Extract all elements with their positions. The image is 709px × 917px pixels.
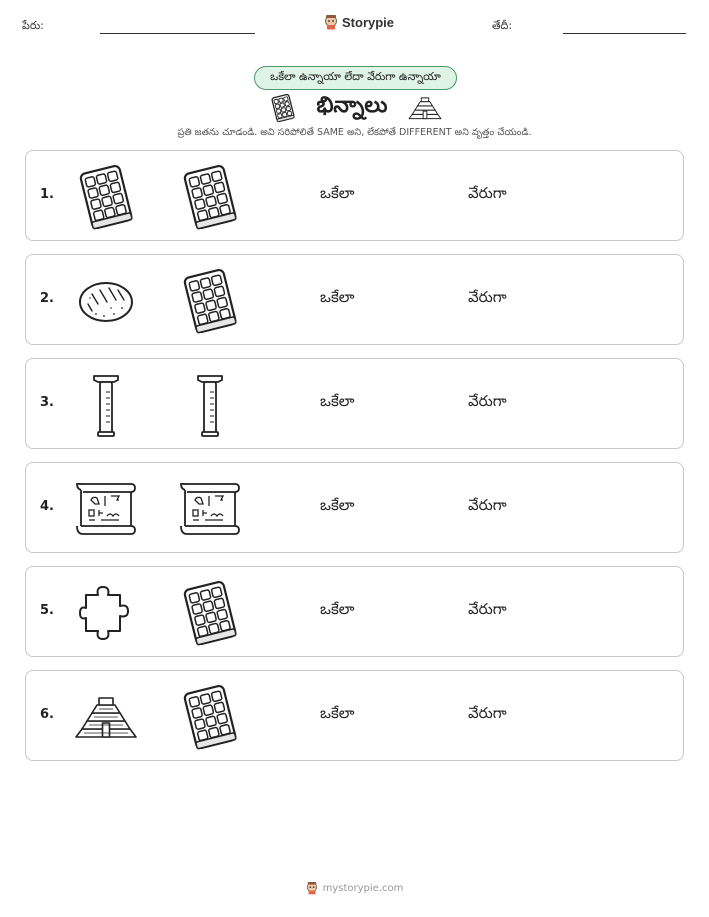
waffle-icon bbox=[178, 685, 242, 749]
question-number: 1. bbox=[40, 187, 54, 202]
waffle-icon bbox=[178, 269, 242, 333]
same-option[interactable]: ఒకేలా bbox=[320, 496, 355, 514]
question-number: 6. bbox=[40, 707, 54, 722]
footer-url: mystorypie.com bbox=[322, 882, 404, 894]
waffle-icon bbox=[270, 93, 296, 123]
same-option[interactable]: ఒకేలా bbox=[320, 704, 355, 722]
bread-icon bbox=[74, 269, 138, 333]
brand-name: Storypie bbox=[342, 14, 395, 30]
instructions: ప్రతి జతను చూడండి. అవి సరిపోలితే SAME అని, లేకపోతే DIFFERENT అని వృత్తం చేయండి. bbox=[177, 127, 532, 138]
same-option[interactable]: ఒకేలా bbox=[320, 392, 355, 410]
subtitle-banner: ఒకేలా ఉన్నాయా లేదా వేరుగా ఉన్నాయా bbox=[254, 66, 457, 90]
date-label: తేదీ: bbox=[492, 19, 513, 32]
same-option[interactable]: ఒకేలా bbox=[320, 600, 355, 618]
question-card bbox=[25, 254, 684, 345]
waffle-icon bbox=[74, 165, 138, 229]
waffle-icon bbox=[178, 581, 242, 645]
question-card bbox=[25, 670, 684, 761]
different-option[interactable]: వేరుగా bbox=[468, 392, 507, 410]
question-number: 2. bbox=[40, 291, 54, 306]
question-card bbox=[25, 358, 684, 449]
papyrus-scroll-icon bbox=[74, 477, 138, 541]
storypie-mascot-icon bbox=[324, 14, 338, 30]
footer bbox=[0, 881, 709, 895]
date-line[interactable] bbox=[563, 33, 686, 34]
different-option[interactable]: వేరుగా bbox=[468, 600, 507, 618]
papyrus-scroll-icon bbox=[178, 477, 242, 541]
different-option[interactable]: వేరుగా bbox=[468, 288, 507, 306]
column-icon bbox=[178, 373, 242, 437]
name-label: పేరు: bbox=[22, 19, 44, 32]
name-line[interactable] bbox=[100, 33, 255, 34]
different-option[interactable]: వేరుగా bbox=[468, 496, 507, 514]
question-card bbox=[25, 566, 684, 657]
question-card bbox=[25, 462, 684, 553]
title-row bbox=[270, 92, 442, 124]
question-number: 5. bbox=[40, 603, 54, 618]
question-number: 3. bbox=[40, 395, 54, 410]
pyramid-icon bbox=[74, 685, 138, 749]
question-card bbox=[25, 150, 684, 241]
pyramid-icon bbox=[408, 94, 442, 122]
same-option[interactable]: ఒకేలా bbox=[320, 288, 355, 306]
different-option[interactable]: వేరుగా bbox=[468, 184, 507, 202]
question-number: 4. bbox=[40, 499, 54, 514]
same-option[interactable]: ఒకేలా bbox=[320, 184, 355, 202]
page-title: భిన్నాలు bbox=[316, 93, 388, 118]
different-option[interactable]: వేరుగా bbox=[468, 704, 507, 722]
storypie-mascot-icon bbox=[306, 881, 318, 895]
puzzle-piece-icon bbox=[74, 581, 138, 645]
column-icon bbox=[74, 373, 138, 437]
brand-logo bbox=[324, 14, 394, 30]
waffle-icon bbox=[178, 165, 242, 229]
